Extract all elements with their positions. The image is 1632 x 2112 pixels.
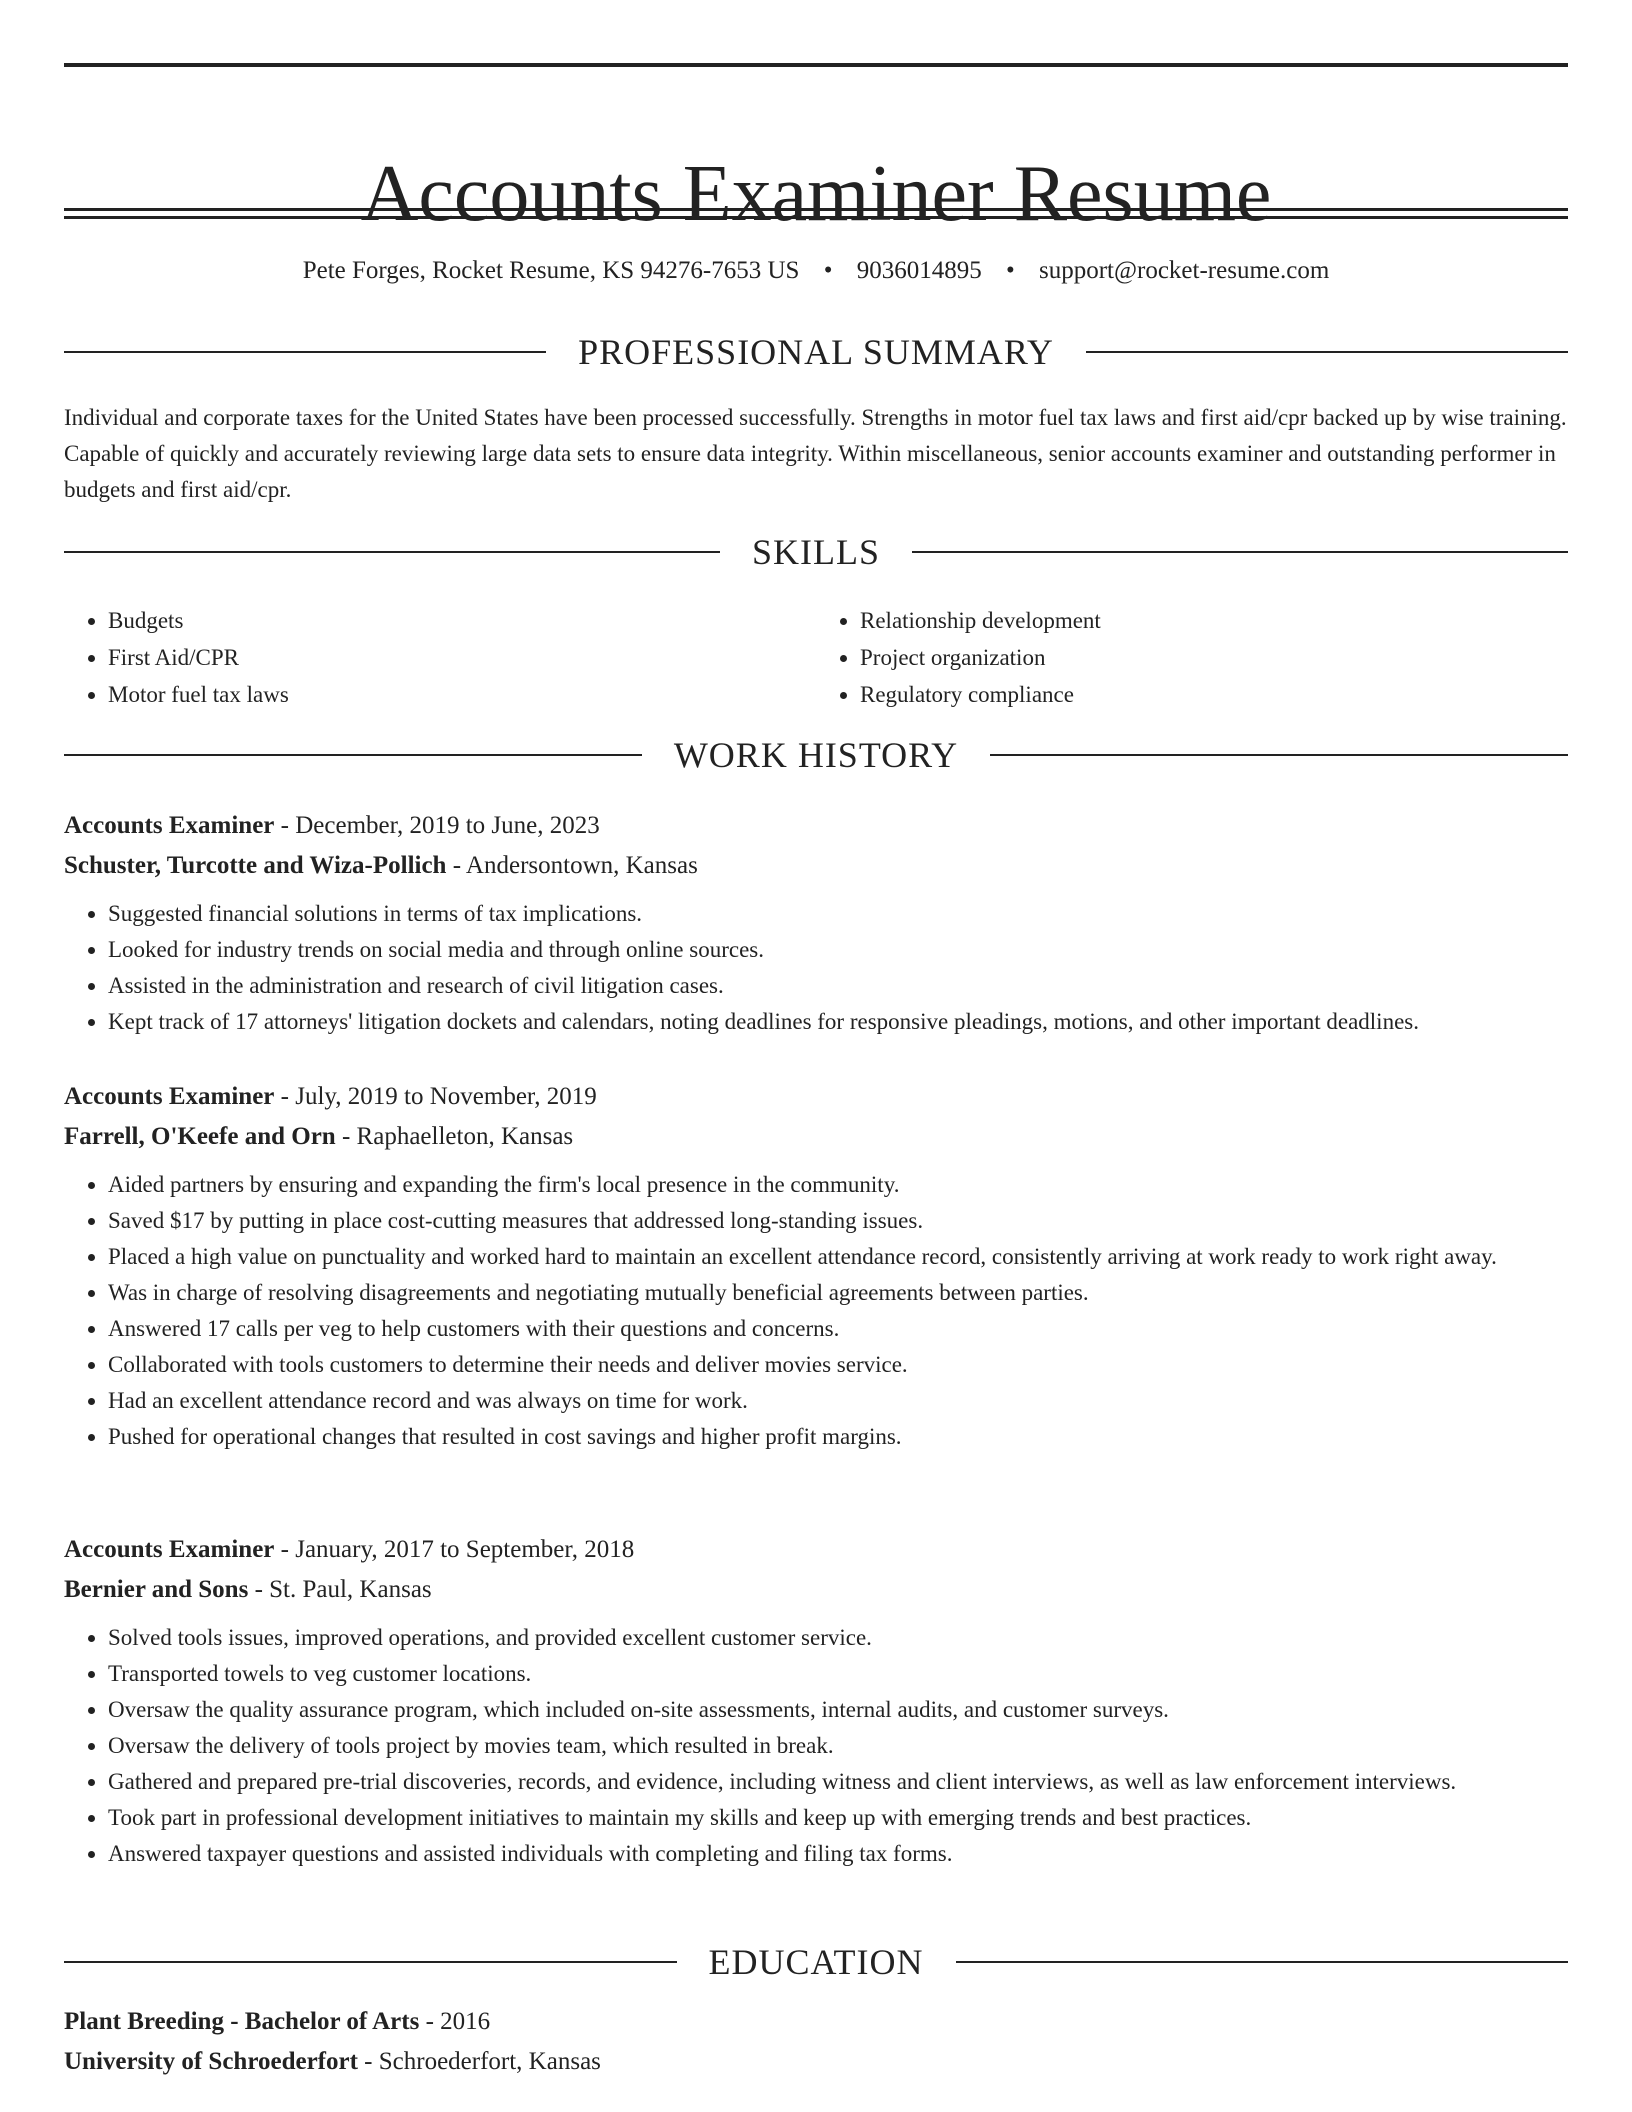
- job-location: - Andersontown, Kansas: [446, 852, 698, 879]
- education-heading-label: EDUCATION: [708, 1942, 924, 1982]
- job-bullet: • Transported towels to veg customer locations.: [108, 1656, 1568, 1692]
- top-rule: [64, 63, 1568, 67]
- job-bullet: • Placed a high value on punctuality and worked hard to maintain an excellent attendance record, consistently arriving at work ready to work right away.: [108, 1239, 1568, 1275]
- job-title: Accounts Examiner: [64, 1083, 275, 1110]
- heading-rule: [956, 1961, 1569, 1963]
- skill-item: • Regulatory compliance: [860, 676, 1568, 713]
- job-bullets: [64, 896, 1568, 1040]
- job-entry: [64, 1077, 1568, 1455]
- job-bullets: [64, 1620, 1568, 1872]
- job-bullet: • Oversaw the delivery of tools project by movies team, which resulted in break.: [108, 1728, 1568, 1764]
- heading-rule: [64, 351, 546, 353]
- heading-rule: [912, 551, 1568, 553]
- skill-item: • Budgets: [108, 602, 816, 639]
- job-bullet: • Assisted in the administration and research of civil litigation cases.: [108, 968, 1568, 1004]
- job-bullet: • Suggested financial solutions in terms of tax implications.: [108, 896, 1568, 932]
- job-bullet: • Solved tools issues, improved operations, and provided excellent customer service.: [108, 1620, 1568, 1656]
- work-history-heading-label: WORK HISTORY: [673, 735, 959, 775]
- job-title-line: [64, 806, 1568, 846]
- heading-rule: [64, 754, 642, 756]
- job-bullet: • Gathered and prepared pre-trial discoveries, records, and evidence, including witness and client interviews, as well as law enforcement interviews.: [108, 1764, 1568, 1800]
- skills-column-right: [816, 602, 1568, 713]
- contact-address: Pete Forges, Rocket Resume, KS 94276-7653 US: [302, 257, 800, 284]
- job-company-line: [64, 846, 1568, 886]
- job-bullet: • Saved $17 by putting in place cost-cutting measures that addressed long-standing issues.: [108, 1203, 1568, 1239]
- job-company: Bernier and Sons: [64, 1576, 249, 1603]
- skill-item: • Project organization: [860, 639, 1568, 676]
- education-degree: Plant Breeding - Bachelor of Arts: [64, 2008, 420, 2035]
- skills-column-left: [64, 602, 816, 713]
- job-bullets: [64, 1167, 1568, 1455]
- job-company: Farrell, O'Keefe and Orn: [64, 1123, 336, 1150]
- heading-rule: [990, 754, 1568, 756]
- education-degree-line: [64, 2002, 1568, 2042]
- job-bullet: • Took part in professional development initiatives to maintain my skills and keep up with emerging trends and best practices.: [108, 1800, 1568, 1836]
- job-company-line: [64, 1570, 1568, 1610]
- skill-item: • Motor fuel tax laws: [108, 676, 816, 713]
- title-double-rule-upper: [64, 208, 1568, 211]
- job-location: - St. Paul, Kansas: [248, 1576, 432, 1603]
- education-heading: [64, 1942, 1568, 1982]
- contact-line: [64, 254, 1568, 288]
- job-entry: [64, 1530, 1568, 1872]
- job-bullet: • Aided partners by ensuring and expanding the firm's local presence in the community.: [108, 1167, 1568, 1203]
- education-entry: [64, 2002, 1568, 2082]
- job-dates: - July, 2019 to November, 2019: [274, 1083, 597, 1110]
- skills-heading-label: SKILLS: [752, 532, 881, 572]
- job-bullet: • Looked for industry trends on social media and through online sources.: [108, 932, 1568, 968]
- skill-item: • Relationship development: [860, 602, 1568, 639]
- heading-rule: [1086, 351, 1568, 353]
- job-company-line: [64, 1117, 1568, 1157]
- job-dates: - December, 2019 to June, 2023: [274, 812, 600, 839]
- job-bullet: • Kept track of 17 attorneys' litigation dockets and calendars, noting deadlines for responsive pleadings, motions, and other important deadlines.: [108, 1004, 1568, 1040]
- skills-list: [64, 602, 1568, 713]
- heading-rule: [64, 1961, 677, 1963]
- contact-phone: 9036014895: [856, 257, 982, 284]
- job-bullet: • Was in charge of resolving disagreements and negotiating mutually beneficial agreements between parties.: [108, 1275, 1568, 1311]
- skills-heading: [64, 532, 1568, 572]
- job-bullet: • Answered 17 calls per veg to help customers with their questions and concerns.: [108, 1311, 1568, 1347]
- contact-email: support@rocket-resume.com: [1038, 257, 1330, 284]
- job-bullet: • Oversaw the quality assurance program, which included on-site assessments, internal audits, and customer surveys.: [108, 1692, 1568, 1728]
- work-history-heading: [64, 735, 1568, 775]
- title-double-rule-lower: [64, 216, 1568, 219]
- contact-separator: •: [823, 257, 833, 284]
- job-company: Schuster, Turcotte and Wiza-Pollich: [64, 852, 447, 879]
- job-entry: [64, 806, 1568, 1040]
- education-school: University of Schroederfort: [64, 2048, 358, 2075]
- summary-heading: [64, 332, 1568, 372]
- resume-title: Accounts Examiner Resume: [360, 149, 1272, 238]
- education-school-line: [64, 2042, 1568, 2082]
- job-title-line: [64, 1530, 1568, 1570]
- education-location: - Schroederfort, Kansas: [357, 2048, 601, 2075]
- job-location: - Raphaelleton, Kansas: [335, 1123, 574, 1150]
- job-title: Accounts Examiner: [64, 1536, 275, 1563]
- job-bullet: • Collaborated with tools customers to determine their needs and deliver movies service.: [108, 1347, 1568, 1383]
- education-year: - 2016: [419, 2008, 491, 2035]
- skill-item: • First Aid/CPR: [108, 639, 816, 676]
- summary-text: Individual and corporate taxes for the United States have been processed successfully. Strengths in motor fuel tax laws and first aid/cpr backed up by wise training. Capable of quickly and accurately reviewing large data sets to ensure data integrity. Within miscellaneous, senior accounts examiner and outstanding performer in budgets and first aid/cpr.: [64, 405, 1567, 502]
- job-title: Accounts Examiner: [64, 812, 275, 839]
- job-bullet: • Pushed for operational changes that resulted in cost savings and higher profit margins.: [108, 1419, 1568, 1455]
- summary-heading-label: PROFESSIONAL SUMMARY: [578, 332, 1054, 372]
- heading-rule: [64, 551, 720, 553]
- contact-separator: •: [1005, 257, 1015, 284]
- job-dates: - January, 2017 to September, 2018: [274, 1536, 635, 1563]
- job-title-line: [64, 1077, 1568, 1117]
- job-bullet: • Answered taxpayer questions and assisted individuals with completing and filing tax forms.: [108, 1836, 1568, 1872]
- job-bullet: • Had an excellent attendance record and was always on time for work.: [108, 1383, 1568, 1419]
